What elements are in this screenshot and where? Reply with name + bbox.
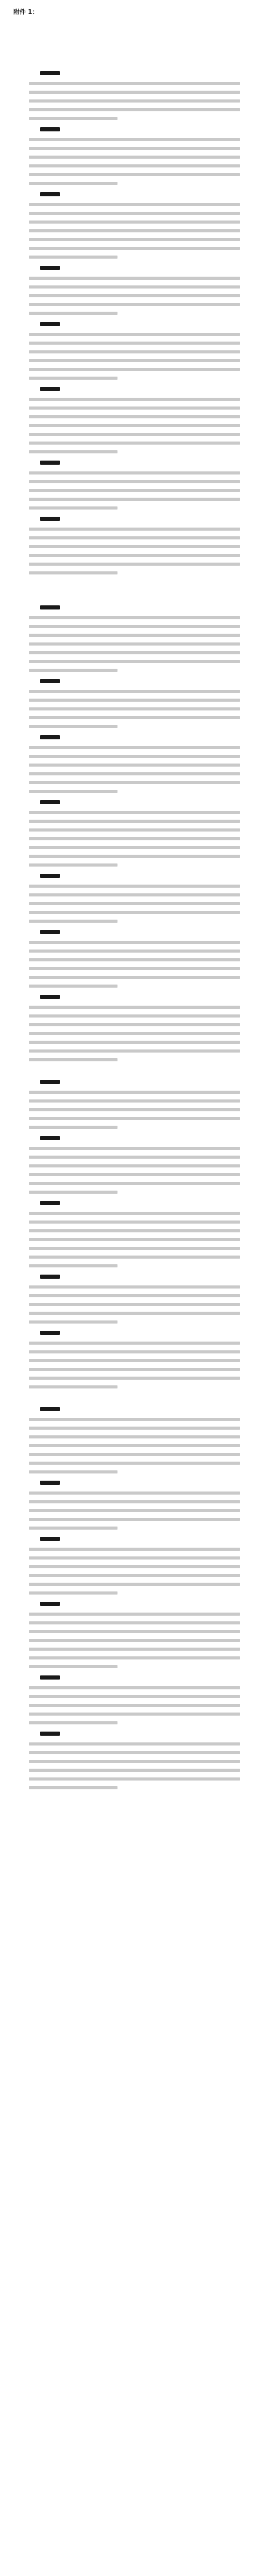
bio-text-line bbox=[29, 1630, 240, 1633]
speaker-entry bbox=[29, 1407, 240, 1473]
bio-text-line bbox=[29, 182, 117, 185]
bio-text-line bbox=[29, 855, 240, 858]
bio-text-line bbox=[29, 1777, 240, 1781]
bio-text-line bbox=[29, 506, 117, 510]
speaker-name bbox=[40, 127, 60, 131]
speaker-entry bbox=[29, 1136, 240, 1194]
bio-text-line bbox=[29, 1435, 240, 1438]
bio-text-line bbox=[29, 1639, 240, 1642]
bio-text-line bbox=[29, 1518, 240, 1521]
bio-text-line bbox=[29, 1221, 240, 1224]
bio-text-line bbox=[29, 1656, 240, 1659]
bio-text-line bbox=[29, 82, 240, 85]
bio-text-line bbox=[29, 755, 240, 758]
bio-text-line bbox=[29, 1014, 240, 1018]
speaker-name bbox=[40, 461, 60, 465]
attachment-label: 附件 1： bbox=[13, 8, 39, 15]
bio-text-line bbox=[29, 99, 240, 103]
bio-text-line bbox=[29, 1574, 240, 1577]
speaker-name bbox=[40, 192, 60, 196]
speaker-name bbox=[40, 800, 60, 804]
speaker-name bbox=[40, 1275, 60, 1279]
bio-text-line bbox=[29, 1621, 240, 1624]
bio-text-line bbox=[29, 545, 240, 548]
bio-text-line bbox=[29, 725, 117, 728]
bio-text-line bbox=[29, 164, 240, 167]
bio-text-line bbox=[29, 350, 240, 353]
bio-text-line bbox=[29, 1294, 240, 1297]
subsection-heading bbox=[40, 1396, 240, 1403]
bio-text-line bbox=[29, 368, 240, 371]
bio-text-line bbox=[29, 554, 240, 557]
bio-text-line bbox=[29, 1565, 240, 1568]
bio-text-line bbox=[29, 690, 240, 693]
speaker-name bbox=[40, 322, 60, 326]
document-title bbox=[29, 27, 240, 47]
bio-text-line bbox=[29, 950, 240, 953]
bio-text-line bbox=[29, 920, 117, 923]
bio-text-line bbox=[29, 312, 117, 315]
bio-text-line bbox=[29, 1742, 240, 1745]
speaker-entry bbox=[29, 679, 240, 728]
bio-text-line bbox=[29, 480, 240, 483]
bio-text-line bbox=[29, 1686, 240, 1689]
bio-text-line bbox=[29, 1182, 240, 1185]
bio-text-line bbox=[29, 1164, 240, 1167]
speaker-name bbox=[40, 1537, 60, 1541]
speaker-name bbox=[40, 266, 60, 270]
bio-text-line bbox=[29, 790, 117, 793]
section-heading bbox=[40, 582, 240, 589]
speaker-name bbox=[40, 1675, 60, 1680]
bio-text-line bbox=[29, 156, 240, 159]
bio-text-line bbox=[29, 203, 240, 206]
bio-text-line bbox=[29, 985, 117, 988]
bio-text-line bbox=[29, 1527, 117, 1530]
speaker-entry bbox=[29, 387, 240, 453]
bio-text-line bbox=[29, 247, 240, 250]
bio-text-line bbox=[29, 377, 117, 380]
speaker-entry bbox=[29, 127, 240, 185]
bio-text-line bbox=[29, 1713, 240, 1716]
speaker-name bbox=[40, 995, 60, 999]
speaker-name bbox=[40, 1201, 60, 1205]
bio-text-line bbox=[29, 1648, 240, 1651]
bio-text-line bbox=[29, 1312, 240, 1315]
bio-text-line bbox=[29, 424, 240, 427]
bio-text-line bbox=[29, 716, 240, 719]
bio-text-line bbox=[29, 958, 240, 961]
bio-text-line bbox=[29, 117, 117, 120]
bio-text-line bbox=[29, 1583, 240, 1586]
bio-text-line bbox=[29, 699, 240, 702]
bio-text-line bbox=[29, 1023, 240, 1026]
bio-text-line bbox=[29, 1385, 117, 1388]
bio-text-line bbox=[29, 1453, 240, 1456]
bio-text-line bbox=[29, 528, 240, 531]
bio-text-line bbox=[29, 837, 240, 840]
bio-text-line bbox=[29, 1320, 117, 1324]
bio-text-line bbox=[29, 238, 240, 241]
bio-text-line bbox=[29, 1556, 240, 1560]
speaker-name bbox=[40, 679, 60, 683]
bio-text-line bbox=[29, 498, 240, 501]
bio-text-line bbox=[29, 1427, 240, 1430]
speaker-entry bbox=[29, 266, 240, 315]
bio-text-line bbox=[29, 342, 240, 345]
bio-text-line bbox=[29, 1704, 240, 1707]
speaker-name bbox=[40, 1080, 60, 1084]
bio-text-line bbox=[29, 1751, 240, 1754]
speaker-name bbox=[40, 1732, 60, 1736]
bio-text-line bbox=[29, 1470, 117, 1473]
bio-text-line bbox=[29, 1500, 240, 1503]
bio-text-line bbox=[29, 108, 240, 111]
bio-text-line bbox=[29, 1509, 240, 1512]
bio-text-line bbox=[29, 1285, 240, 1289]
bio-text-line bbox=[29, 642, 240, 646]
speaker-name bbox=[40, 1331, 60, 1335]
speaker-entry bbox=[29, 995, 240, 1061]
bio-text-line bbox=[29, 1377, 240, 1380]
speaker-name bbox=[40, 1136, 60, 1140]
bio-text-line bbox=[29, 616, 240, 619]
bio-text-line bbox=[29, 660, 240, 663]
bio-text-line bbox=[29, 1613, 240, 1616]
bio-text-line bbox=[29, 571, 117, 574]
bio-text-line bbox=[29, 1350, 240, 1353]
bio-text-line bbox=[29, 772, 240, 775]
bio-text-line bbox=[29, 967, 240, 970]
section-heading bbox=[40, 59, 240, 66]
bio-text-line bbox=[29, 256, 117, 259]
speaker-name bbox=[40, 1481, 60, 1485]
bio-text-line bbox=[29, 173, 240, 176]
speaker-entry bbox=[29, 735, 240, 793]
bio-text-line bbox=[29, 893, 240, 896]
bio-text-line bbox=[29, 1058, 117, 1061]
bio-text-line bbox=[29, 212, 240, 215]
speaker-entry bbox=[29, 930, 240, 988]
bio-text-line bbox=[29, 333, 240, 336]
bio-text-line bbox=[29, 902, 240, 905]
bio-text-line bbox=[29, 911, 240, 914]
speaker-entry bbox=[29, 605, 240, 672]
bio-text-line bbox=[29, 1099, 240, 1103]
bio-text-line bbox=[29, 669, 117, 672]
bio-text-line bbox=[29, 1665, 117, 1668]
speaker-entry bbox=[29, 461, 240, 510]
subsection-heading bbox=[40, 1069, 240, 1076]
bio-text-line bbox=[29, 1786, 117, 1789]
bio-text-line bbox=[29, 398, 240, 401]
speaker-entry bbox=[29, 874, 240, 923]
bio-text-line bbox=[29, 563, 240, 566]
speaker-entry bbox=[29, 1275, 240, 1324]
bio-text-line bbox=[29, 1049, 240, 1053]
bio-text-line bbox=[29, 91, 240, 94]
bio-text-line bbox=[29, 781, 240, 784]
bio-text-line bbox=[29, 1041, 240, 1044]
speaker-name bbox=[40, 605, 60, 609]
bio-text-line bbox=[29, 828, 240, 832]
bio-text-line bbox=[29, 1264, 117, 1267]
speaker-entry bbox=[29, 517, 240, 574]
bio-text-line bbox=[29, 415, 240, 418]
bio-text-line bbox=[29, 294, 240, 297]
bio-text-line bbox=[29, 941, 240, 944]
bio-text-line bbox=[29, 811, 240, 814]
bio-text-line bbox=[29, 1695, 240, 1698]
bio-text-line bbox=[29, 229, 240, 232]
speaker-entry bbox=[29, 1732, 240, 1789]
bio-text-line bbox=[29, 1256, 240, 1259]
bio-text-line bbox=[29, 1117, 240, 1120]
bio-text-line bbox=[29, 746, 240, 749]
speaker-entry bbox=[29, 800, 240, 867]
bio-text-line bbox=[29, 221, 240, 224]
bio-text-line bbox=[29, 433, 240, 436]
bio-text-line bbox=[29, 1418, 240, 1421]
speaker-entry bbox=[29, 1201, 240, 1267]
bio-text-line bbox=[29, 820, 240, 823]
bio-text-line bbox=[29, 1462, 240, 1465]
bio-text-line bbox=[29, 1156, 240, 1159]
bio-text-line bbox=[29, 1108, 240, 1111]
bio-text-line bbox=[29, 1212, 240, 1215]
bio-text-line bbox=[29, 471, 240, 474]
bio-text-line bbox=[29, 707, 240, 710]
speaker-name bbox=[40, 71, 60, 75]
speaker-name bbox=[40, 874, 60, 878]
bio-text-line bbox=[29, 442, 240, 445]
bio-text-line bbox=[29, 1303, 240, 1306]
speaker-entry bbox=[29, 71, 240, 120]
bio-text-line bbox=[29, 1173, 240, 1176]
speaker-entry bbox=[29, 322, 240, 380]
speaker-entry bbox=[29, 1537, 240, 1595]
bio-text-line bbox=[29, 1359, 240, 1362]
speaker-entry bbox=[29, 192, 240, 259]
speaker-name bbox=[40, 1602, 60, 1606]
speaker-name bbox=[40, 387, 60, 391]
bio-text-line bbox=[29, 1591, 117, 1595]
bio-text-line bbox=[29, 1247, 240, 1250]
bio-text-line bbox=[29, 1760, 240, 1763]
bio-text-line bbox=[29, 1229, 240, 1232]
bio-text-line bbox=[29, 1342, 240, 1345]
subsection-heading bbox=[40, 594, 240, 601]
bio-text-line bbox=[29, 764, 240, 767]
bio-text-line bbox=[29, 1444, 240, 1447]
bio-text-line bbox=[29, 651, 240, 654]
bio-text-line bbox=[29, 1238, 240, 1241]
bio-text-line bbox=[29, 846, 240, 849]
bio-text-line bbox=[29, 1769, 240, 1772]
bio-text-line bbox=[29, 1006, 240, 1009]
bio-text-line bbox=[29, 1032, 240, 1035]
bio-text-line bbox=[29, 885, 240, 888]
bio-text-line bbox=[29, 285, 240, 289]
bio-text-line bbox=[29, 634, 240, 637]
bio-text-line bbox=[29, 976, 240, 979]
bio-text-line bbox=[29, 1368, 240, 1371]
document-body bbox=[29, 59, 240, 1789]
bio-text-line bbox=[29, 138, 240, 141]
bio-text-line bbox=[29, 1721, 117, 1724]
speaker-name bbox=[40, 735, 60, 739]
speaker-name bbox=[40, 1407, 60, 1411]
bio-text-line bbox=[29, 1091, 240, 1094]
bio-text-line bbox=[29, 450, 117, 453]
speaker-entry bbox=[29, 1602, 240, 1668]
bio-text-line bbox=[29, 359, 240, 362]
bio-text-line bbox=[29, 1492, 240, 1495]
speaker-entry bbox=[29, 1331, 240, 1388]
speaker-entry bbox=[29, 1675, 240, 1724]
bio-text-line bbox=[29, 1191, 117, 1194]
bio-text-line bbox=[29, 1126, 117, 1129]
bio-text-line bbox=[29, 625, 240, 628]
bio-text-line bbox=[29, 1548, 240, 1551]
bio-text-line bbox=[29, 277, 240, 280]
speaker-entry bbox=[29, 1080, 240, 1129]
bio-text-line bbox=[29, 406, 240, 410]
bio-text-line bbox=[29, 1147, 240, 1150]
bio-text-line bbox=[29, 863, 117, 867]
bio-text-line bbox=[29, 489, 240, 492]
speaker-name bbox=[40, 930, 60, 934]
bio-text-line bbox=[29, 147, 240, 150]
speaker-entry bbox=[29, 1481, 240, 1530]
speaker-name bbox=[40, 517, 60, 521]
bio-text-line bbox=[29, 536, 240, 539]
bio-text-line bbox=[29, 303, 240, 306]
